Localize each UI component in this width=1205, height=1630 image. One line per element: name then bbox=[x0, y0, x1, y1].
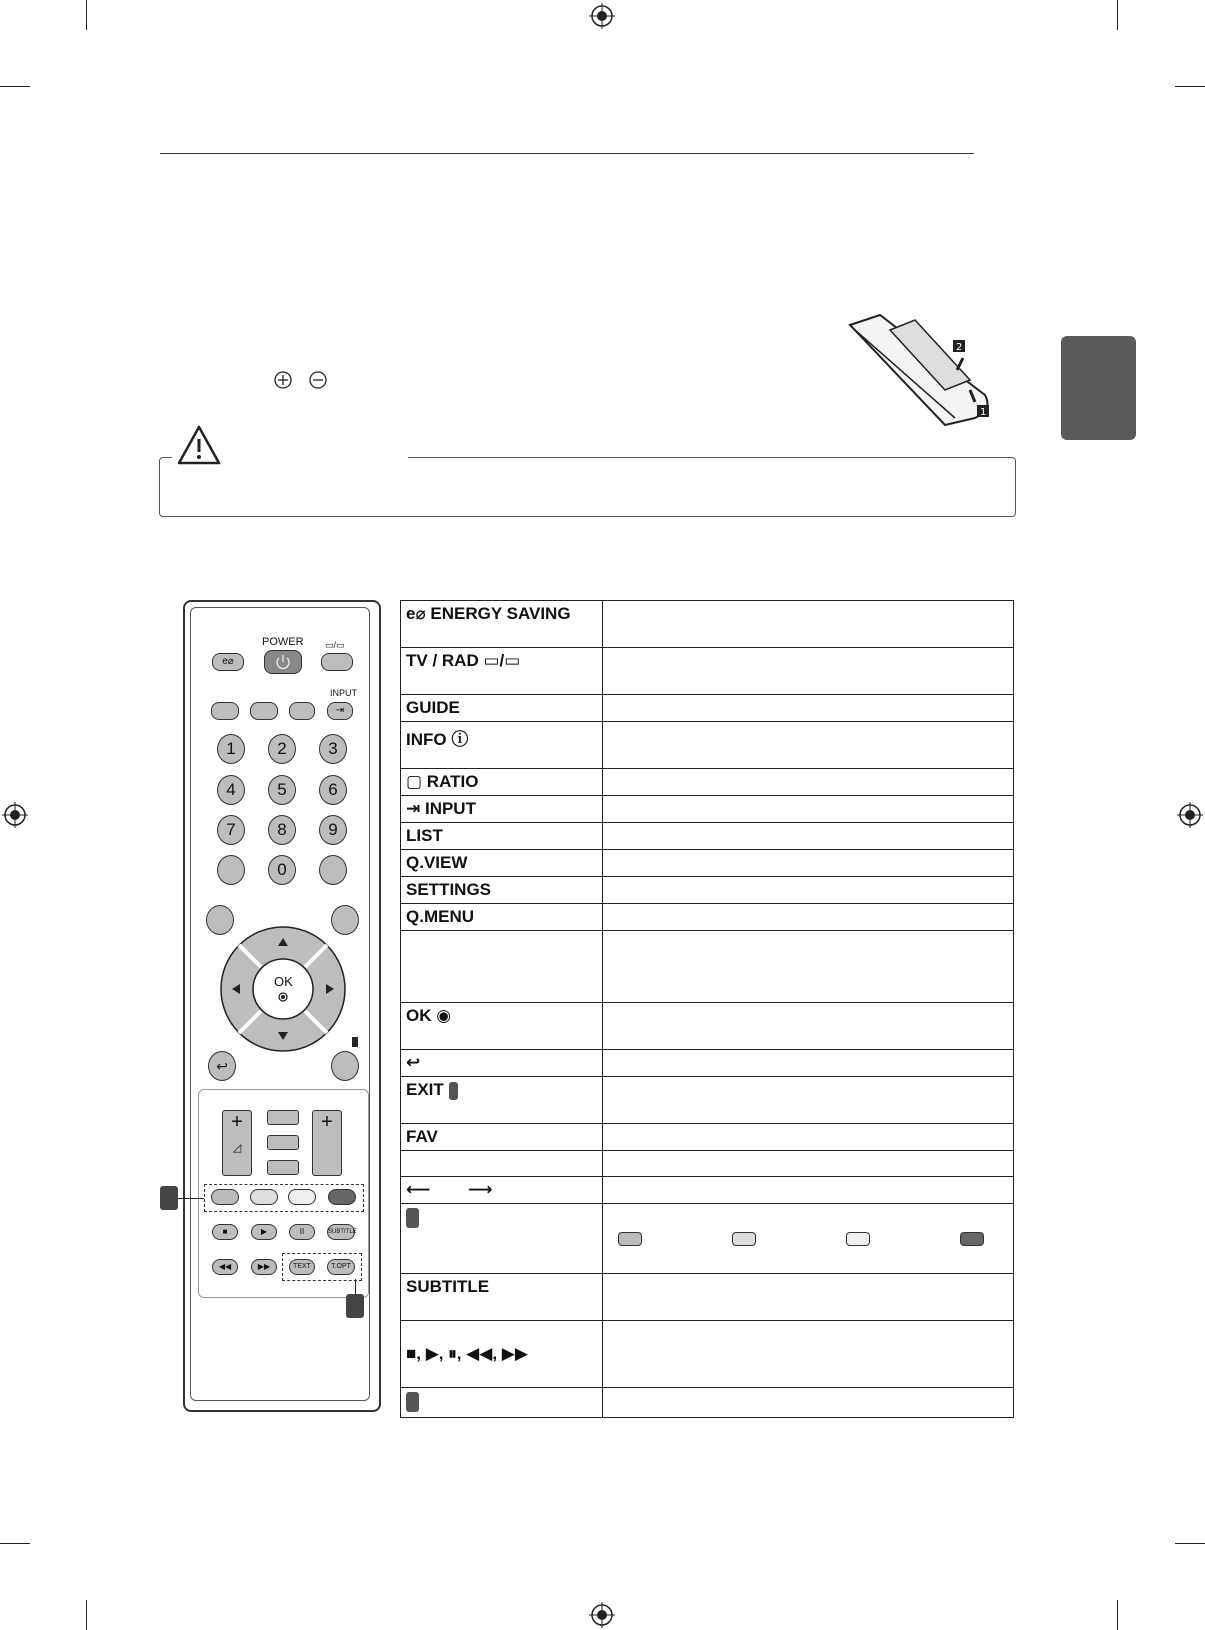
callout-marker-a bbox=[160, 1186, 178, 1210]
table-row: OK ◉ bbox=[401, 1003, 603, 1050]
svg-text:2: 2 bbox=[956, 342, 963, 353]
teletext-keys-icon bbox=[406, 1392, 419, 1412]
info-icon: ⓘ bbox=[446, 730, 469, 749]
tv-radio-button[interactable] bbox=[321, 653, 353, 671]
yellow-key[interactable] bbox=[288, 1189, 316, 1205]
mute-button[interactable] bbox=[267, 1160, 299, 1175]
back-arrow-icon: ↩ bbox=[406, 1053, 421, 1072]
subtitle-button[interactable]: SUBTITLE bbox=[327, 1224, 355, 1240]
q-view-button[interactable] bbox=[319, 855, 347, 885]
rewind-button[interactable]: ◀◀ bbox=[212, 1259, 238, 1275]
callout-marker-b bbox=[346, 1294, 364, 1318]
guide-button[interactable] bbox=[211, 702, 239, 720]
power-icon bbox=[265, 651, 301, 673]
caution-box bbox=[159, 457, 1016, 517]
exit-button[interactable] bbox=[331, 1051, 359, 1081]
info-button[interactable] bbox=[250, 702, 278, 720]
number-button-9[interactable]: 9 bbox=[319, 815, 347, 845]
number-button-2[interactable]: 2 bbox=[268, 734, 296, 764]
number-button-4[interactable]: 4 bbox=[217, 775, 245, 805]
energy-saving-button[interactable]: e⌀ bbox=[212, 653, 244, 671]
number-button-7[interactable]: 7 bbox=[217, 815, 245, 845]
green-key[interactable] bbox=[250, 1189, 278, 1205]
navigation-pad[interactable] bbox=[218, 925, 348, 1053]
volume-rocker[interactable]: + ◿ bbox=[222, 1110, 252, 1176]
exit-door-icon bbox=[449, 1082, 458, 1100]
fast-forward-button[interactable]: ▶▶ bbox=[251, 1259, 277, 1275]
battery-cover-illustration bbox=[845, 310, 995, 430]
number-button-3[interactable]: 3 bbox=[319, 734, 347, 764]
number-button-1[interactable]: 1 bbox=[217, 734, 245, 764]
table-row: SETTINGS bbox=[401, 877, 603, 904]
list-button[interactable] bbox=[217, 855, 245, 885]
fav-button[interactable] bbox=[267, 1110, 299, 1125]
play-button[interactable]: ▶ bbox=[251, 1224, 277, 1240]
ratio-button[interactable] bbox=[289, 702, 315, 720]
exit-door-icon bbox=[352, 1037, 358, 1047]
number-button-8[interactable]: 8 bbox=[268, 815, 296, 845]
table-row: e⌀ ENERGY SAVING bbox=[401, 601, 603, 648]
table-row: ▢ RATIO bbox=[401, 769, 603, 796]
number-button-5[interactable]: 5 bbox=[268, 775, 296, 805]
table-row bbox=[401, 1177, 603, 1204]
header-rule bbox=[160, 153, 974, 154]
svg-text:1: 1 bbox=[980, 407, 987, 418]
registration-mark-icon bbox=[2, 802, 28, 828]
table-row: LIST bbox=[401, 823, 603, 850]
warning-triangle-icon bbox=[176, 424, 222, 466]
red-key[interactable] bbox=[211, 1189, 239, 1205]
energy-saving-icon: e⌀ bbox=[406, 604, 431, 623]
key-function-table bbox=[400, 600, 1014, 1418]
left-right-arrows-icon: ⟵ ⟶ bbox=[406, 1180, 493, 1199]
ratio-icon: ▢ bbox=[406, 772, 427, 791]
t-opt-button[interactable]: T.OPT bbox=[327, 1259, 355, 1275]
registration-mark-icon bbox=[589, 3, 615, 29]
table-row: EXIT bbox=[401, 1077, 603, 1124]
power-button[interactable] bbox=[264, 650, 302, 674]
chapter-tab bbox=[1061, 336, 1136, 440]
table-row: SUBTITLE bbox=[401, 1274, 603, 1321]
blue-key-icon bbox=[960, 1232, 984, 1246]
blue-key[interactable] bbox=[328, 1189, 356, 1205]
table-row: TV / RAD ▭/▭ bbox=[401, 648, 603, 695]
tv-radio-label: ▭/▭ bbox=[325, 640, 345, 650]
ok-dot-icon: ◉ bbox=[431, 1006, 452, 1025]
table-row: INFO ⓘ bbox=[401, 722, 603, 769]
channel-rocker[interactable]: + bbox=[312, 1110, 342, 1176]
number-button-6[interactable]: 6 bbox=[319, 775, 347, 805]
red-key-icon bbox=[618, 1232, 642, 1246]
registration-mark-icon bbox=[589, 1602, 615, 1628]
tv-radio-icon: ▭/▭ bbox=[478, 651, 521, 670]
registration-mark-icon bbox=[1177, 802, 1203, 828]
yellow-key-icon bbox=[846, 1232, 870, 1246]
power-label: POWER bbox=[262, 636, 304, 648]
input-button[interactable]: ⇥ bbox=[327, 702, 353, 720]
color-keys-icon bbox=[406, 1208, 419, 1228]
table-row: Q.MENU bbox=[401, 904, 603, 931]
table-row bbox=[401, 931, 603, 1003]
mark-button[interactable] bbox=[267, 1135, 299, 1150]
back-button[interactable]: ↩ bbox=[208, 1051, 236, 1081]
pause-button[interactable]: II bbox=[289, 1224, 315, 1240]
table-row: FAV bbox=[401, 1124, 603, 1151]
table-row bbox=[401, 1388, 603, 1418]
plus-polarity-icon bbox=[273, 370, 293, 390]
table-row bbox=[401, 1151, 603, 1177]
table-row: ⇥ INPUT bbox=[401, 796, 603, 823]
playback-icon: ■, ▶, ⏸, ◀◀, ▶▶ bbox=[406, 1344, 528, 1363]
table-row bbox=[401, 1050, 603, 1077]
table-row bbox=[401, 1204, 603, 1274]
ok-label: OK bbox=[274, 974, 293, 989]
table-row bbox=[401, 1321, 603, 1388]
number-button-0[interactable]: 0 bbox=[268, 855, 296, 885]
minus-polarity-icon bbox=[308, 370, 328, 390]
table-row: Q.VIEW bbox=[401, 850, 603, 877]
stop-button[interactable]: ■ bbox=[212, 1224, 238, 1240]
input-label: INPUT bbox=[330, 688, 357, 698]
green-key-icon bbox=[732, 1232, 756, 1246]
input-icon: ⇥ bbox=[406, 799, 425, 818]
text-button[interactable]: TEXT bbox=[289, 1259, 315, 1275]
table-row: GUIDE bbox=[401, 695, 603, 722]
